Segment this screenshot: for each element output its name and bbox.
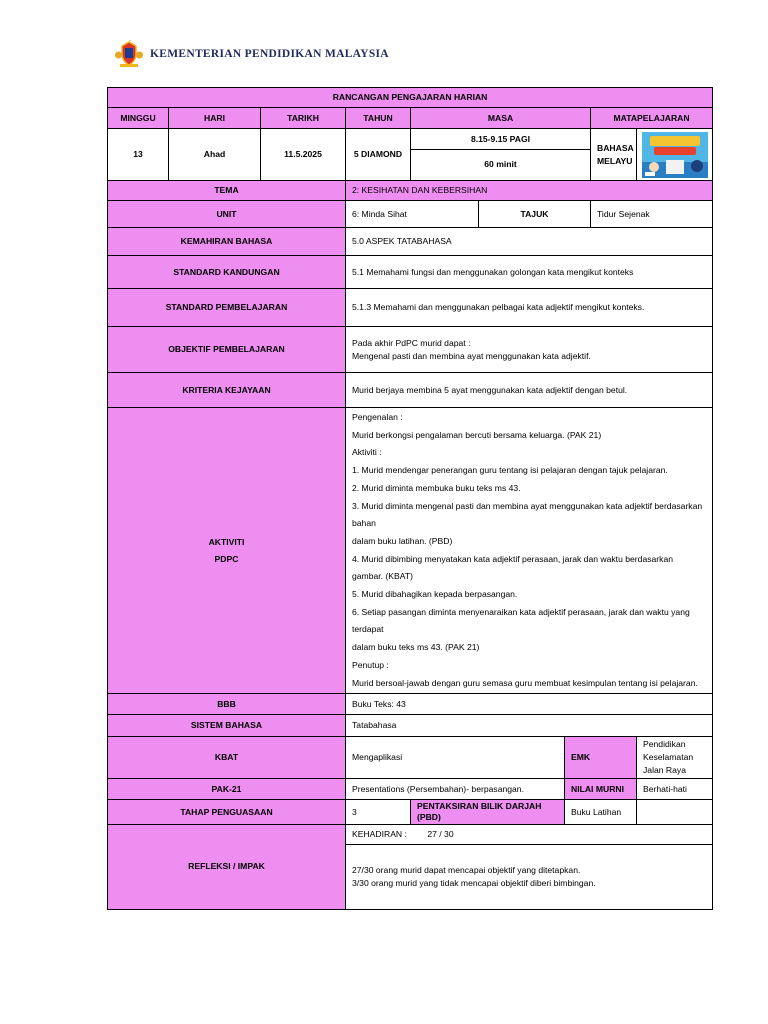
aktiviti-line: 2. Murid diminta membuka buku teks ms 43. [352,482,521,493]
aktiviti-line: Penutup : [352,659,389,670]
tahap-value: 3 [346,800,411,824]
bbb-label: BBB [108,694,346,715]
refleksi-line1: 27/30 orang murid dapat mencapai objektif yang ditetapkan. [352,864,581,875]
col-masa: MASA [411,108,591,129]
aktiviti-line: Aktiviti : [352,447,382,458]
objektif-label: OBJEKTIF PEMBELAJARAN [108,327,346,373]
tema-value: 2: KESIHATAN DAN KEBERSIHAN [346,181,713,201]
aktiviti-label [108,408,346,694]
aktiviti-line: Murid bersoal-jawab dengan guru semasa guru membuat kesimpulan tentang isi pelajaran. [352,677,698,688]
kriteria-value: Murid berjaya membina 5 ayat menggunakan kata adjektif dengan betul. [346,373,713,408]
standard-kandungan-label: STANDARD KANDUNGAN [108,256,346,289]
textbook-cover-image [642,132,708,178]
col-tarikh: TARIKH [261,108,346,129]
aktiviti-label2: PDPC [214,553,239,564]
value-subject [591,129,637,181]
standard-pembelajaran-value: 5.1.3 Memahami dan menggunakan pelbagai kata adjektif mengikut konteks. [346,289,713,327]
unit-value: 6: Minda Sihat [346,201,479,228]
lesson-plan-table [107,87,713,910]
aktiviti-line: 4. Murid dibimbing menyatakan kata adjektif perasaan, jarak dan waktu berdasarkan gambar. (KBAT) [352,553,674,582]
emk-line1: Pendidikan Keselamatan [643,739,694,763]
aktiviti-line: 1. Murid mendengar penerangan guru tentang isi pelajaran dengan tajuk pelajaran. [352,465,668,476]
objektif-line2: Mengenal pasti dan membina ayat menggunakan kata adjektif. [352,350,591,361]
kriteria-label: KRITERIA KEJAYAAN [108,373,346,408]
pak21-value: Presentations (Persembahan)- berpasangan. [346,779,565,800]
kehadiran-row [346,824,713,844]
col-matapelajaran: MATAPELAJARAN [591,108,713,129]
aktiviti-line: dalam buku latihan. (PBD) [352,535,453,546]
refleksi-label: REFLEKSI / IMPAK [108,824,346,909]
aktiviti-line: 5. Murid dibahagikan kepada berpasangan. [352,589,518,600]
col-tahun: TAHUN [346,108,411,129]
tajuk-value: Tidur Sejenak [591,201,713,228]
kemahiran-value: 5.0 ASPEK TATABAHASA [346,228,713,256]
kbat-label: KBAT [108,737,346,779]
tahap-label: TAHAP PENGUASAAN [108,800,346,824]
sistem-bahasa-label: SISTEM BAHASA [108,715,346,737]
refleksi-content [346,844,713,909]
tema-label: TEMA [108,181,346,201]
standard-kandungan-value: 5.1 Memahami fungsi dan menggunakan golongan kata mengikut konteks [346,256,713,289]
objektif-line1: Pada akhir PdPC murid dapat : [352,337,471,348]
value-tahun: 5 DIAMOND [346,129,411,181]
aktiviti-line: Pengenalan : [352,412,403,422]
ministry-header [114,38,389,70]
aktiviti-content [346,408,713,694]
masa-duration: 60 minit [484,159,517,170]
aktiviti-line: 3. Murid diminta mengenal pasti dan membina ayat menggunakan kata adjektif berdasarkan bahan [352,500,703,529]
subject-line1: BAHASA [597,142,634,153]
coat-of-arms-icon [114,39,144,69]
kbat-value: Mengaplikasi [346,737,565,779]
refleksi-line2: 3/30 orang murid yang tidak mencapai objektif diberi bimbingan. [352,877,596,888]
aktiviti-line: Murid berkongsi pengalaman bercuti bersama keluarga. (PAK 21) [352,429,602,440]
value-masa [411,129,591,181]
emk-value [637,737,713,779]
tajuk-label: TAJUK [479,201,591,228]
emk-label: EMK [565,737,637,779]
nilai-murni-label: NILAI MURNI [565,779,637,800]
pbd-empty [637,800,713,824]
masa-time: 8.15-9.15 PAGI [411,130,590,150]
bbb-value: Buku Teks: 43 [346,694,713,715]
subject-line2: MELAYU [597,155,633,166]
value-minggu: 13 [108,129,169,181]
col-hari: HARI [169,108,261,129]
aktiviti-line: 6. Setiap pasangan diminta menyenaraikan kata adjektif perasaan, jarak dan waktu yang terdapat [352,606,690,635]
objektif-value [346,327,713,373]
nilai-murni-value: Berhati-hati [637,779,713,800]
standard-pembelajaran-label: STANDARD PEMBELAJARAN [108,289,346,327]
emk-line2: Jalan Raya [643,765,686,776]
col-minggu: MINGGU [108,108,169,129]
aktiviti-label1: AKTIVITI [208,536,245,547]
pbd-label: PENTAKSIRAN BILIK DARJAH (PBD) [411,800,565,824]
unit-label: UNIT [108,201,346,228]
value-hari: Ahad [169,129,261,181]
kemahiran-label: KEMAHIRAN BAHASA [108,228,346,256]
kehadiran-label: KEHADIRAN : [352,828,407,839]
pbd-value: Buku Latihan [565,800,637,824]
textbook-cover [637,129,713,181]
ministry-name: KEMENTERIAN PENDIDIKAN MALAYSIA [150,48,389,60]
plan-title: RANCANGAN PENGAJARAN HARIAN [108,88,713,108]
pak21-label: PAK-21 [108,779,346,800]
sistem-bahasa-value: Tatabahasa [346,715,713,737]
aktiviti-line: dalam buku teks ms 43. (PAK 21) [352,642,480,653]
value-tarikh: 11.5.2025 [261,129,346,181]
kehadiran-value: 27 / 30 [427,828,454,839]
